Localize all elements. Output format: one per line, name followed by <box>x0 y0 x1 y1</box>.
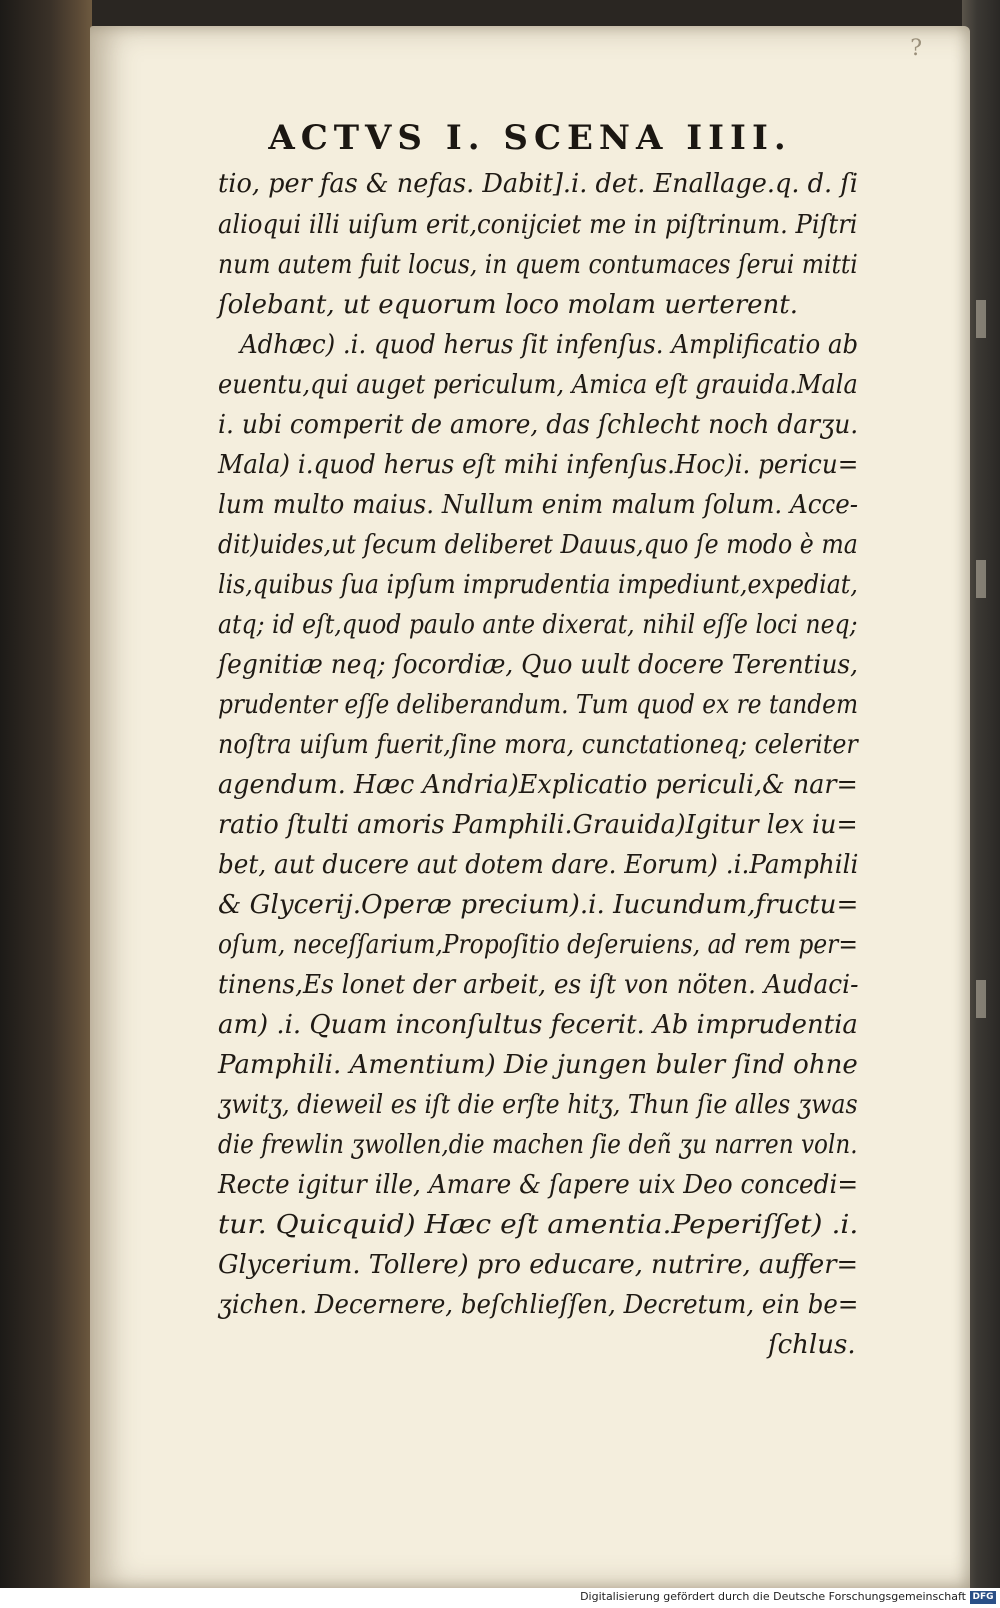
page-edge-mark <box>976 980 986 1018</box>
text-line: tinens,Es lonet der arbeit, es iſt von nöten. Audaci- <box>218 970 859 1000</box>
text-line: euentu,qui auget periculum, Amica eſt grauida.Mala <box>218 370 858 400</box>
digitization-footer <box>0 1588 1000 1608</box>
text-line: ſegnitiæ neq; ſocordiæ, Quo uult docere Terentius, <box>218 650 859 680</box>
text-line: ʒwitʒ, dieweil es iſt die erſte hitʒ, Thun ſie alles ʒwas <box>218 1090 858 1120</box>
text-line: ratio ſtulti amoris Pamphili.Grauida)Igitur lex iu= <box>218 810 858 840</box>
text-line: tio, per fas & nefas. Dabit].i. det. Enallage.q. d. ſi <box>218 169 858 199</box>
text-line: ʒichen. Decernere, beſchlieſſen, Decretum, ein be= <box>218 1290 859 1320</box>
text-line: die frewlin ʒwollen,die machen ſie deñ ʒu narren voln. <box>218 1130 858 1160</box>
text-line: & Glycerij.Operæ precium).i. Iucundum,fructu= <box>218 890 859 920</box>
text-line: ſchlus. <box>768 1330 856 1360</box>
corner-pencil-mark: ? <box>910 36 922 61</box>
text-line: am) .i. Quam inconſultus fecerit. Ab imprudentia <box>218 1010 858 1040</box>
text-line: bet, aut ducere aut dotem dare. Eorum) .i.Pamphili <box>218 850 859 880</box>
text-line: tur. Quicquid) Hæc eſt amentia.Peperiſſet) .i. <box>218 1210 859 1240</box>
text-line: lum multo maius. Nullum enim malum ſolum. Acce- <box>218 490 859 520</box>
running-head: ACTVS I. SCENA IIII. <box>268 118 792 158</box>
text-line: prudenter eſſe deliberandum. Tum quod ex re tandem <box>218 690 859 720</box>
text-line: dit)uides,ut ſecum deliberet Dauus,quo ſe modo è ma <box>218 530 858 560</box>
text-line: lis,quibus ſua ipſum imprudentia impediunt,expediat, <box>218 570 858 600</box>
text-line: oſum, neceſſarium,Propoſitio deſeruiens, ad rem per= <box>218 930 858 960</box>
text-line: agendum. Hæc Andria)Explicatio periculi,& nar= <box>218 770 858 800</box>
book-binding-edge <box>0 0 92 1588</box>
text-line: Adhæc) .i. quod herus ſit infenſus. Amplificatio ab <box>240 330 859 360</box>
page-edge-mark <box>976 300 986 338</box>
text-line: Pamphili. Amentium) Die jungen buler ſind ohne <box>218 1050 858 1080</box>
text-line: Mala) i.quod herus eſt mihi infenſus.Hoc)i. pericu= <box>218 450 859 480</box>
text-line: Recte igitur ille, Amare & ſapere uix Deo concedi= <box>218 1170 859 1200</box>
text-line: i. ubi comperit de amore, das ſchlecht noch darʒu. <box>218 410 859 440</box>
text-line: ſolebant, ut equorum loco molam uerterent. <box>218 290 798 320</box>
text-line: atq; id eſt,quod paulo ante dixerat, nihil eſſe loci neq; <box>218 610 858 640</box>
text-line: Glycerium. Tollere) pro educare, nutrire, auffer= <box>218 1250 859 1280</box>
page-edge-mark <box>976 560 986 598</box>
text-line: alioqui illi uiſum erit,conijciet me in piſtrinum. Piſtri <box>218 210 858 240</box>
funding-credit: Digitalisierung gefördert durch die Deutsche Forschungsgemeinschaft <box>580 1590 966 1603</box>
dfg-logo: DFG <box>970 1591 996 1604</box>
text-line: noſtra uiſum fuerit,ſine mora, cunctationeq; celeriter <box>218 730 858 760</box>
text-line: num autem fuit locus, in quem contumaces ſerui mitti <box>218 250 858 280</box>
